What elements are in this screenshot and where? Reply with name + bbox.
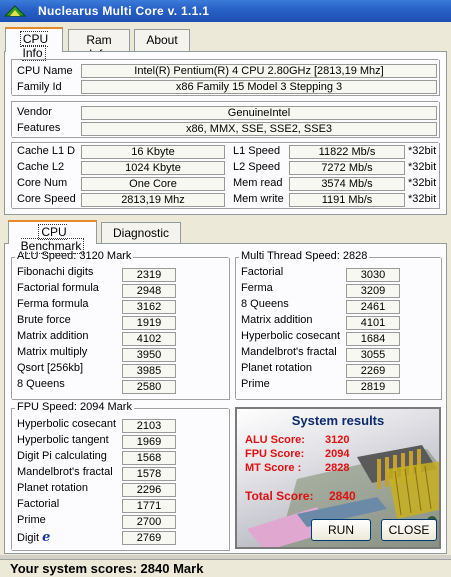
mem-write-label: Mem write: [233, 193, 284, 205]
fpu-row-value: 2103: [122, 419, 176, 433]
mt-row-label: Hyperbolic cosecant: [241, 330, 341, 342]
alu-title: ALU Speed: 3120 Mark: [17, 250, 132, 262]
fpu-row-value: 1969: [122, 435, 176, 449]
fpu-row-value: 2296: [122, 483, 176, 497]
alu-score-line: [245, 434, 350, 446]
mem-read-value: 3574 Mb/s: [289, 177, 405, 191]
l2-speed-label: L2 Speed: [233, 161, 281, 173]
mt-row-label: Ferma: [241, 282, 273, 294]
status-bar: [0, 559, 451, 577]
fpu-row-label: Hyperbolic tangent: [17, 434, 109, 446]
alu-row-value: 3950: [122, 348, 176, 362]
mem-read-label: Mem read: [233, 177, 283, 189]
alu-row-label: Factorial formula: [17, 282, 99, 294]
fpu-row-value: 2769: [122, 531, 176, 545]
alu-row-value: 4102: [122, 332, 176, 346]
tab-cpu-info-label: CPU Info: [20, 31, 48, 61]
run-button[interactable]: RUN: [311, 519, 371, 541]
cache-l1-label: Cache L1 D: [17, 145, 76, 157]
fpu-score-value: 2094: [325, 448, 350, 460]
alu-row-label: Matrix addition: [17, 330, 89, 342]
core-speed-value: 2813,19 Mhz: [81, 193, 225, 207]
mem-write-value: 1191 Mb/s: [289, 193, 405, 207]
cache-l2-value: 1024 Kbyte: [81, 161, 225, 175]
l1-speed-value: 11822 Mb/s: [289, 145, 405, 159]
fpu-row-value: 1568: [122, 451, 176, 465]
mt-row-label: Matrix addition: [241, 314, 313, 326]
tab-ram-info[interactable]: [68, 29, 130, 51]
fpu-row-label: Planet rotation: [17, 482, 88, 494]
system-results-panel: [235, 407, 441, 549]
fpu-row-value: 1578: [122, 467, 176, 481]
cpu-name-label: CPU Name: [17, 65, 73, 77]
alu-row-value: 2319: [122, 268, 176, 282]
fpu-row-value: 1771: [122, 499, 176, 513]
vendor-label: Vendor: [17, 106, 52, 118]
mt-row-label: Prime: [241, 378, 270, 390]
mt-row-value: 2269: [346, 364, 400, 378]
alu-row-value: 3162: [122, 300, 176, 314]
mt-title: Multi Thread Speed: 2828: [241, 250, 368, 262]
l2-speed-value: 7272 Mb/s: [289, 161, 405, 175]
tab-about-label: About: [146, 33, 178, 47]
alu-row-value: 1919: [122, 316, 176, 330]
mt-row-value: 2461: [346, 300, 400, 314]
total-score-value: 2840: [329, 489, 356, 503]
euler-e-symbol: e: [42, 530, 51, 545]
tab-ram-info-label: Ram: [86, 33, 112, 47]
alu-row-label: Qsort [256kb]: [17, 362, 84, 374]
mem-write-unit: *32bit: [408, 193, 437, 205]
main-tab-strip: [0, 22, 451, 60]
mt-row-value: 3209: [346, 284, 400, 298]
core-num-value: One Core: [81, 177, 225, 191]
cache-l1-value: 16 Kbyte: [81, 145, 225, 159]
features-label: Features: [17, 122, 61, 134]
cpu-name-value: Intel(R) Pentium(R) 4 CPU 2.80GHz [2813,19 Mhz]: [81, 64, 437, 78]
fpu-title: FPU Speed: 2094 Mark: [17, 401, 132, 413]
mt-row-value: 2819: [346, 380, 400, 394]
l1-speed-label: L1 Speed: [233, 145, 281, 157]
fpu-row-label: Hyperbolic cosecant: [17, 418, 117, 430]
app-logo-icon: [4, 5, 26, 17]
mt-score-line: [245, 462, 350, 474]
core-speed-label: Core Speed: [17, 193, 76, 205]
mt-row-label: 8 Queens: [241, 298, 289, 310]
alu-score-value: 3120: [325, 434, 350, 446]
status-text: Your system scores: 2840 Mark: [10, 561, 204, 576]
benchmark-panel: [4, 243, 447, 554]
mt-row-value: 3055: [346, 348, 400, 362]
mt-row-label: Mandelbrot's fractal: [241, 346, 337, 358]
alu-row-label: 8 Queens: [17, 378, 65, 390]
fpu-row-label: Mandelbrot's fractal: [17, 466, 113, 478]
window-title: Nuclearus Multi Core v. 1.1.1: [38, 4, 210, 18]
alu-row-label: Fibonachi digits: [17, 266, 94, 278]
family-id-label: Family Id: [17, 81, 62, 93]
l1-speed-unit: *32bit: [408, 145, 437, 157]
total-score-line: [245, 489, 356, 503]
mt-row-value: 3030: [346, 268, 400, 282]
tab-diagnostic-label: Diagnostic: [112, 226, 170, 240]
close-button[interactable]: CLOSE: [381, 519, 437, 541]
fpu-score-line: [245, 448, 350, 460]
tab-cpu-benchmark-label: CPU Benchmark: [21, 224, 85, 254]
mt-row-label: Factorial: [241, 266, 284, 278]
cache-l2-label: Cache L2: [17, 161, 65, 173]
l2-speed-unit: *32bit: [408, 161, 437, 173]
mt-row-value: 1684: [346, 332, 400, 346]
vendor-value: GenuineIntel: [81, 106, 437, 120]
tab-cpu-benchmark[interactable]: [8, 220, 97, 253]
cpu-info-panel: [4, 51, 447, 215]
family-id-value: x86 Family 15 Model 3 Stepping 3: [81, 80, 437, 94]
alu-row-value: 2948: [122, 284, 176, 298]
title-bar[interactable]: [0, 0, 451, 22]
fpu-row-label: [17, 530, 50, 545]
mt-score-value: 2828: [325, 462, 350, 474]
alu-row-value: 2580: [122, 380, 176, 394]
tab-diagnostic[interactable]: [101, 222, 181, 244]
features-value: x86, MMX, SSE, SSE2, SSE3: [81, 122, 437, 136]
mt-row-value: 4101: [346, 316, 400, 330]
tab-about[interactable]: [134, 29, 190, 51]
fpu-row-label: Factorial: [17, 498, 60, 510]
fpu-score-label: FPU Score:: [245, 448, 305, 460]
alu-row-label: Ferma formula: [17, 298, 89, 310]
mt-row-label: Planet rotation: [241, 362, 312, 374]
alu-row-value: 3985: [122, 364, 176, 378]
alu-row-label: Matrix multiply: [17, 346, 88, 358]
fpu-row-value: 2700: [122, 515, 176, 529]
total-score-label: Total Score:: [245, 489, 314, 503]
fpu-digit-label: Digit: [17, 532, 40, 544]
mem-read-unit: *32bit: [408, 177, 437, 189]
fpu-row-label: Digit Pi calculating: [17, 450, 107, 462]
alu-score-label: ALU Score:: [245, 434, 305, 446]
mt-score-label: MT Score :: [245, 462, 302, 474]
alu-row-label: Brute force: [17, 314, 71, 326]
fpu-row-label: Prime: [17, 514, 46, 526]
tab-cpu-info[interactable]: [5, 27, 63, 60]
system-results-heading: System results: [291, 413, 385, 428]
core-num-label: Core Num: [17, 177, 68, 189]
